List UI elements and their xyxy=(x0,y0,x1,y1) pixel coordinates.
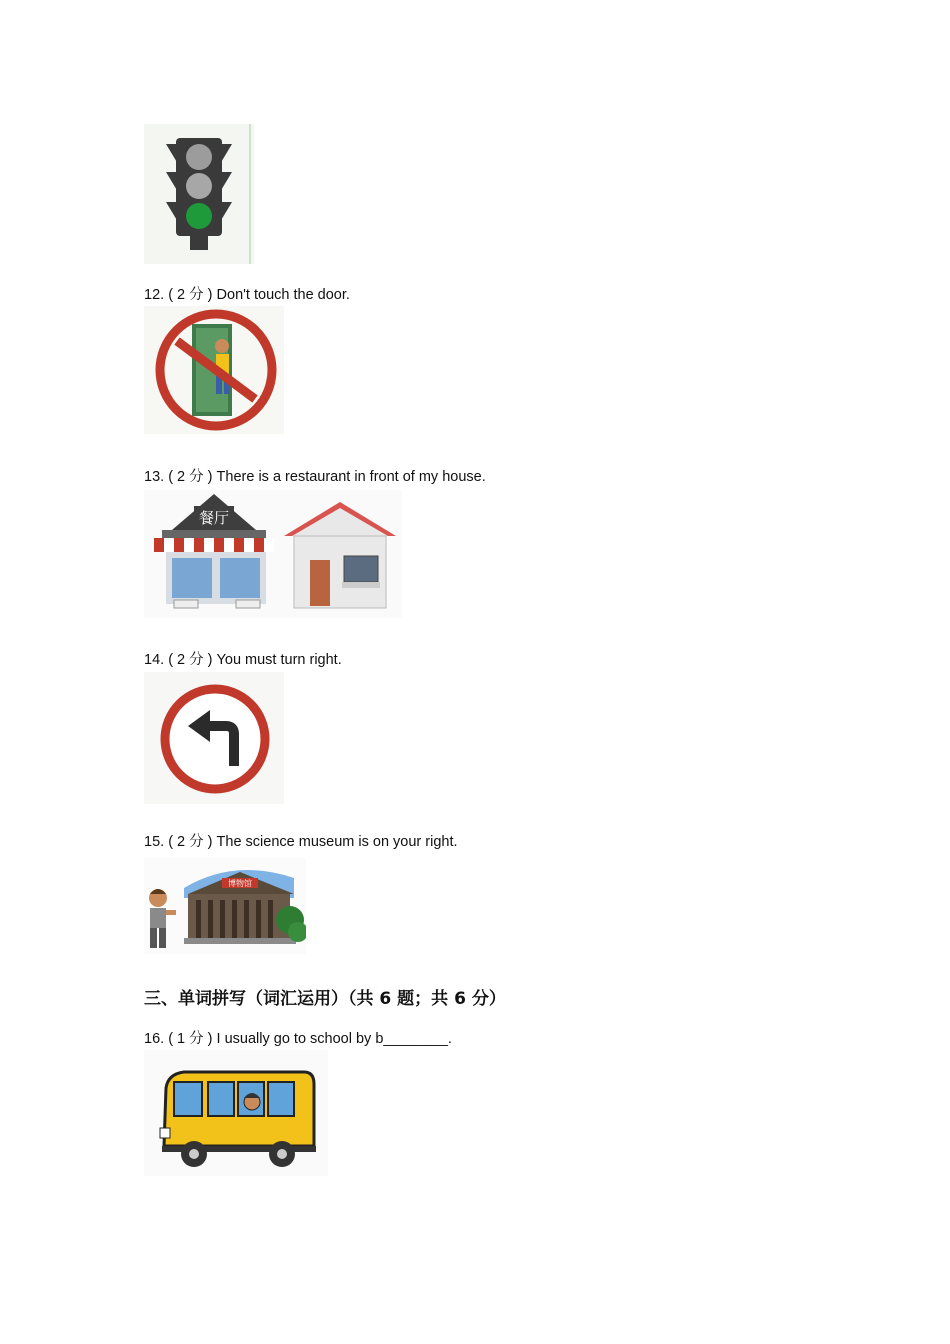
question-15 xyxy=(144,830,458,851)
question-text: Don't touch the door. xyxy=(216,287,350,303)
section-heading: 三、单词拼写（词汇运用）（共 6 题；共 6 分） xyxy=(144,989,506,1009)
no-touch-door-icon xyxy=(144,306,284,434)
question-13 xyxy=(144,465,486,486)
question-12 xyxy=(144,283,350,304)
museum-icon xyxy=(144,858,306,954)
question-score: ( 2 分 ) xyxy=(168,469,213,485)
restaurant-sign: 餐厅 xyxy=(198,509,230,527)
museum-sign: 博物馆 xyxy=(228,879,252,888)
question-number: 14. xyxy=(144,652,165,668)
question-14 xyxy=(144,648,342,669)
question-score: ( 2 分 ) xyxy=(168,287,213,303)
question-score: ( 1 分 ) xyxy=(168,1031,213,1047)
question-text: You must turn right. xyxy=(216,652,342,668)
turn-left-sign-icon xyxy=(144,672,284,804)
restaurant-house-icon xyxy=(144,490,402,618)
question-score: ( 2 分 ) xyxy=(168,652,213,668)
bus-icon xyxy=(144,1050,328,1176)
question-text: The science museum is on your right. xyxy=(216,834,458,850)
question-number: 12. xyxy=(144,287,165,303)
question-text: There is a restaurant in front of my house. xyxy=(216,469,486,485)
question-16 xyxy=(144,1027,452,1048)
traffic-light-icon xyxy=(144,124,254,264)
question-number: 16. xyxy=(144,1031,165,1047)
question-number: 15. xyxy=(144,834,165,850)
question-number: 13. xyxy=(144,469,165,485)
question-text: I usually go to school by b________. xyxy=(216,1031,452,1047)
question-score: ( 2 分 ) xyxy=(168,834,213,850)
